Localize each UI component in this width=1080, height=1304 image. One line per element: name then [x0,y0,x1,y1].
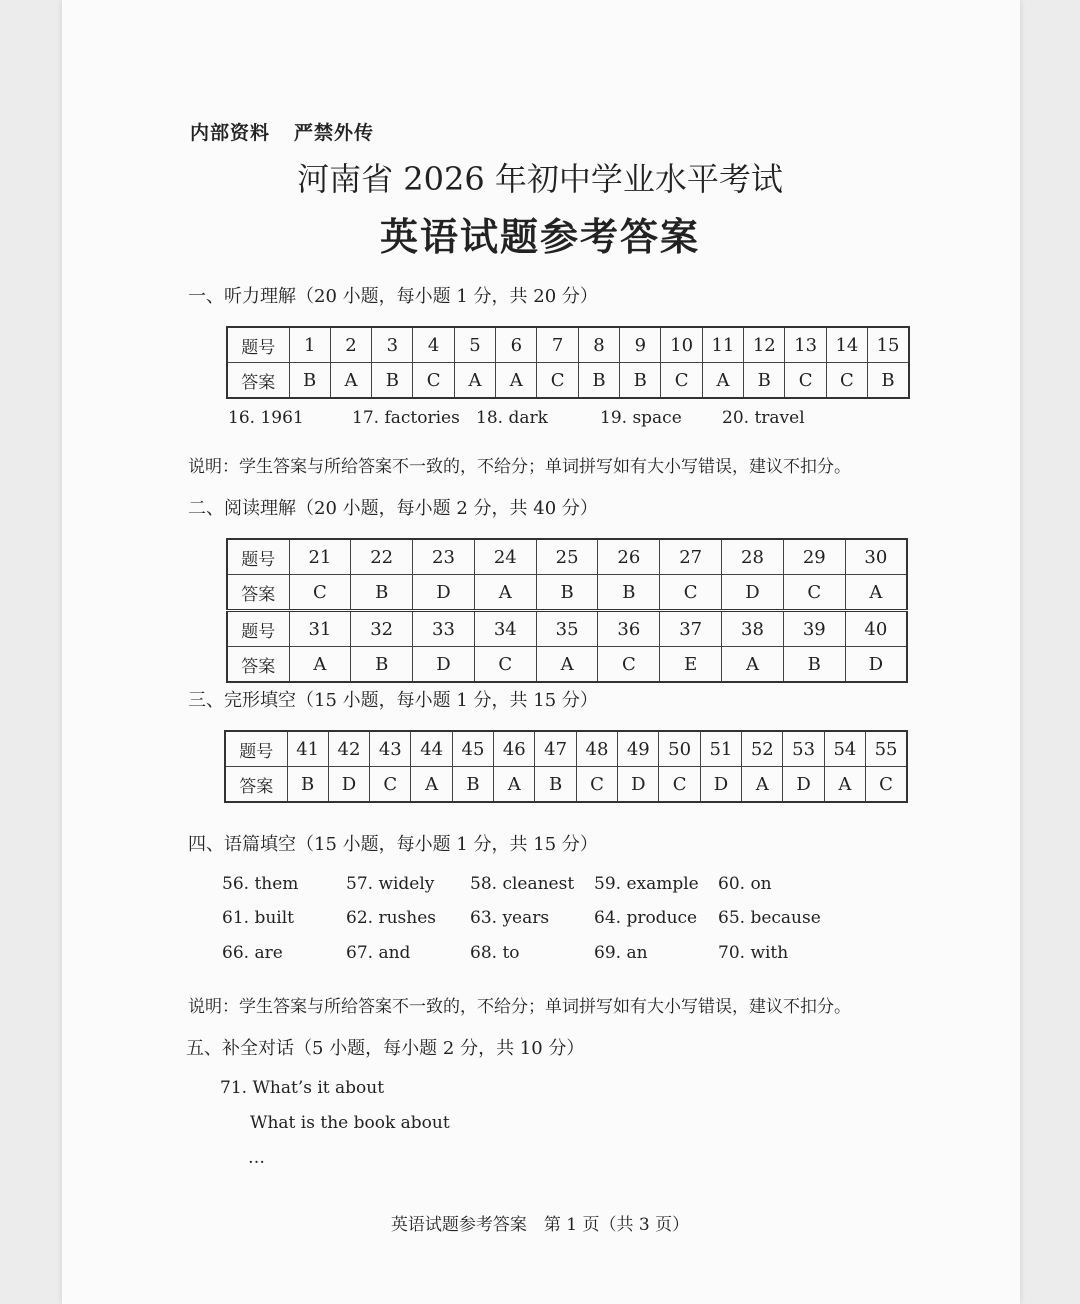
answer-cell: A [474,575,536,611]
question-number-cell: 2 [330,327,371,363]
grading-note: 说明：学生答案与所给答案不一致的，不给分；单词拼写如有大小写错误，建议不扣分。 [188,457,851,477]
question-number-cell: 24 [474,539,536,575]
answer-cell: A [289,647,351,683]
answer-cell: B [287,767,328,803]
answer-cell: A [702,363,743,399]
cloze-answer-table [224,730,908,803]
answer-cell: D [618,767,659,803]
question-number-cell: 36 [598,611,660,647]
fill-answer: 64. produce [594,908,698,928]
fill-answer: 58. cleanest [470,874,575,894]
question-number-cell: 26 [598,539,660,575]
question-number-cell: 7 [537,327,578,363]
question-number-cell: 13 [785,327,826,363]
answer-cell: D [328,767,369,803]
table-header-num: 题号 [227,327,289,363]
answer-cell: C [785,363,826,399]
answer-cell: B [578,363,619,399]
question-number-cell: 1 [289,327,330,363]
answer-cell: C [413,363,454,399]
question-number-cell: 6 [496,327,537,363]
question-number-cell: 44 [411,731,452,767]
answer-cell: A [722,647,784,683]
fill-answer: 66. are [222,943,283,963]
section-listening-heading: 一、听力理解（20 小题，每小题 1 分，共 20 分） [188,286,598,307]
answer-cell: B [535,767,576,803]
fill-answer: 17. factories [352,408,460,428]
fill-answer: 65. because [718,908,821,928]
answer-cell: C [370,767,411,803]
confidential-text-1: 内部资料 [190,122,271,144]
confidential-label [190,118,374,145]
question-number-cell: 34 [474,611,536,647]
question-number-cell: 48 [576,731,617,767]
passage-fill-row [0,908,1080,932]
question-number-cell: 41 [287,731,328,767]
answer-cell: D [722,575,784,611]
question-number-cell: 14 [826,327,867,363]
answer-cell: C [660,575,722,611]
question-number-cell: 33 [413,611,475,647]
answer-cell: B [620,363,661,399]
section-cloze-heading: 三、完形填空（15 小题，每小题 1 分，共 15 分） [188,690,598,711]
question-number-cell: 23 [413,539,475,575]
fill-answer: 61. built [222,908,294,928]
answer-cell: C [661,363,702,399]
question-number-cell: 32 [351,611,413,647]
exam-title: 河南省 2026 年初中学业水平考试 [297,160,783,198]
answer-cell: B [536,575,598,611]
answer-cell: B [372,363,413,399]
answer-cell: C [474,647,536,683]
question-number-cell: 52 [742,731,783,767]
answer-cell: A [494,767,535,803]
question-number-cell: 29 [783,539,845,575]
passage-fill-row [0,943,1080,967]
listening-answer-table [226,326,910,399]
answer-cell: C [659,767,700,803]
question-number-cell: 10 [661,327,702,363]
question-number-cell: 9 [620,327,661,363]
answer-cell: A [411,767,452,803]
answer-cell: C [576,767,617,803]
question-number-cell: 11 [702,327,743,363]
question-number-cell: 12 [744,327,785,363]
question-number-cell: 46 [494,731,535,767]
fill-answer: 69. an [594,943,648,963]
question-number-cell: 45 [452,731,493,767]
answer-cell: C [826,363,867,399]
answer-cell: C [289,575,351,611]
table-header-answer: 答案 [225,767,287,803]
question-number-cell: 42 [328,731,369,767]
table-header-num: 题号 [225,731,287,767]
table-header-num: 题号 [227,539,289,575]
listening-fill-answers [0,408,1080,432]
question-number-cell: 51 [700,731,741,767]
answer-cell: B [744,363,785,399]
table-header-answer: 答案 [227,363,289,399]
fill-answer: 56. them [222,874,299,894]
answer-cell: A [454,363,495,399]
answer-cell: C [598,647,660,683]
question-number-cell: 22 [351,539,413,575]
answer-cell: A [742,767,783,803]
question-number-cell: 55 [866,731,907,767]
question-number-cell: 27 [660,539,722,575]
answer-cell: B [598,575,660,611]
passage-fill-row [0,874,1080,898]
question-number-cell: 40 [845,611,907,647]
question-number-cell: 35 [536,611,598,647]
answer-key-title: 英语试题参考答案 [379,214,700,259]
question-number-cell: 4 [413,327,454,363]
fill-answer: 60. on [718,874,772,894]
question-number-cell: 49 [618,731,659,767]
answer-cell: E [660,647,722,683]
dialog-answer-71: 71. What’s it about [220,1078,385,1098]
answer-cell: B [783,647,845,683]
fill-answer: 19. space [600,408,682,428]
answer-cell: D [783,767,824,803]
answer-cell: B [452,767,493,803]
question-number-cell: 8 [578,327,619,363]
answer-cell: D [413,647,475,683]
fill-answer: 68. to [470,943,520,963]
table-header-num: 题号 [227,611,289,647]
fill-answer: 16. 1961 [228,408,304,428]
grading-note: 说明：学生答案与所给答案不一致的，不给分；单词拼写如有大小写错误，建议不扣分。 [188,997,851,1017]
question-number-cell: 28 [722,539,784,575]
question-number-cell: 50 [659,731,700,767]
question-number-cell: 25 [536,539,598,575]
question-number-cell: 43 [370,731,411,767]
question-number-cell: 38 [722,611,784,647]
question-number-cell: 31 [289,611,351,647]
section-passage-fill-heading: 四、语篇填空（15 小题，每小题 1 分，共 15 分） [188,834,598,855]
fill-answer: 59. example [594,874,699,894]
fill-answer: 20. travel [722,408,805,428]
answer-cell: B [868,363,909,399]
question-number-cell: 47 [535,731,576,767]
fill-answer: 63. years [470,908,550,928]
answer-cell: A [536,647,598,683]
question-number-cell: 3 [372,327,413,363]
fill-answer: 57. widely [346,874,435,894]
answer-cell: B [351,647,413,683]
dialog-answer-alt: What is the book about [250,1113,450,1133]
answer-cell: D [700,767,741,803]
section-dialog-heading: 五、补全对话（5 小题，每小题 2 分，共 10 分） [186,1038,585,1059]
fill-answer: 67. and [346,943,411,963]
answer-cell: B [289,363,330,399]
answer-cell: A [330,363,371,399]
ellipsis: … [248,1148,265,1168]
question-number-cell: 37 [660,611,722,647]
answer-cell: C [537,363,578,399]
answer-cell: C [783,575,845,611]
answer-cell: A [496,363,537,399]
answer-cell: B [351,575,413,611]
fill-answer: 70. with [718,943,789,963]
table-header-answer: 答案 [227,647,289,683]
answer-cell: D [413,575,475,611]
question-number-cell: 5 [454,327,495,363]
table-header-answer: 答案 [227,575,289,611]
answer-cell: D [845,647,907,683]
question-number-cell: 54 [824,731,865,767]
fill-answer: 62. rushes [346,908,436,928]
question-number-cell: 39 [783,611,845,647]
page-footer: 英语试题参考答案 第 1 页（共 3 页） [390,1215,690,1235]
section-reading-heading: 二、阅读理解（20 小题，每小题 2 分，共 40 分） [188,498,598,519]
confidential-text-2: 严禁外传 [294,122,375,144]
question-number-cell: 53 [783,731,824,767]
question-number-cell: 30 [845,539,907,575]
reading-answer-table [226,538,908,683]
question-number-cell: 21 [289,539,351,575]
fill-answer: 18. dark [476,408,548,428]
question-number-cell: 15 [868,327,909,363]
answer-cell: A [824,767,865,803]
answer-cell: C [866,767,907,803]
answer-cell: A [845,575,907,611]
